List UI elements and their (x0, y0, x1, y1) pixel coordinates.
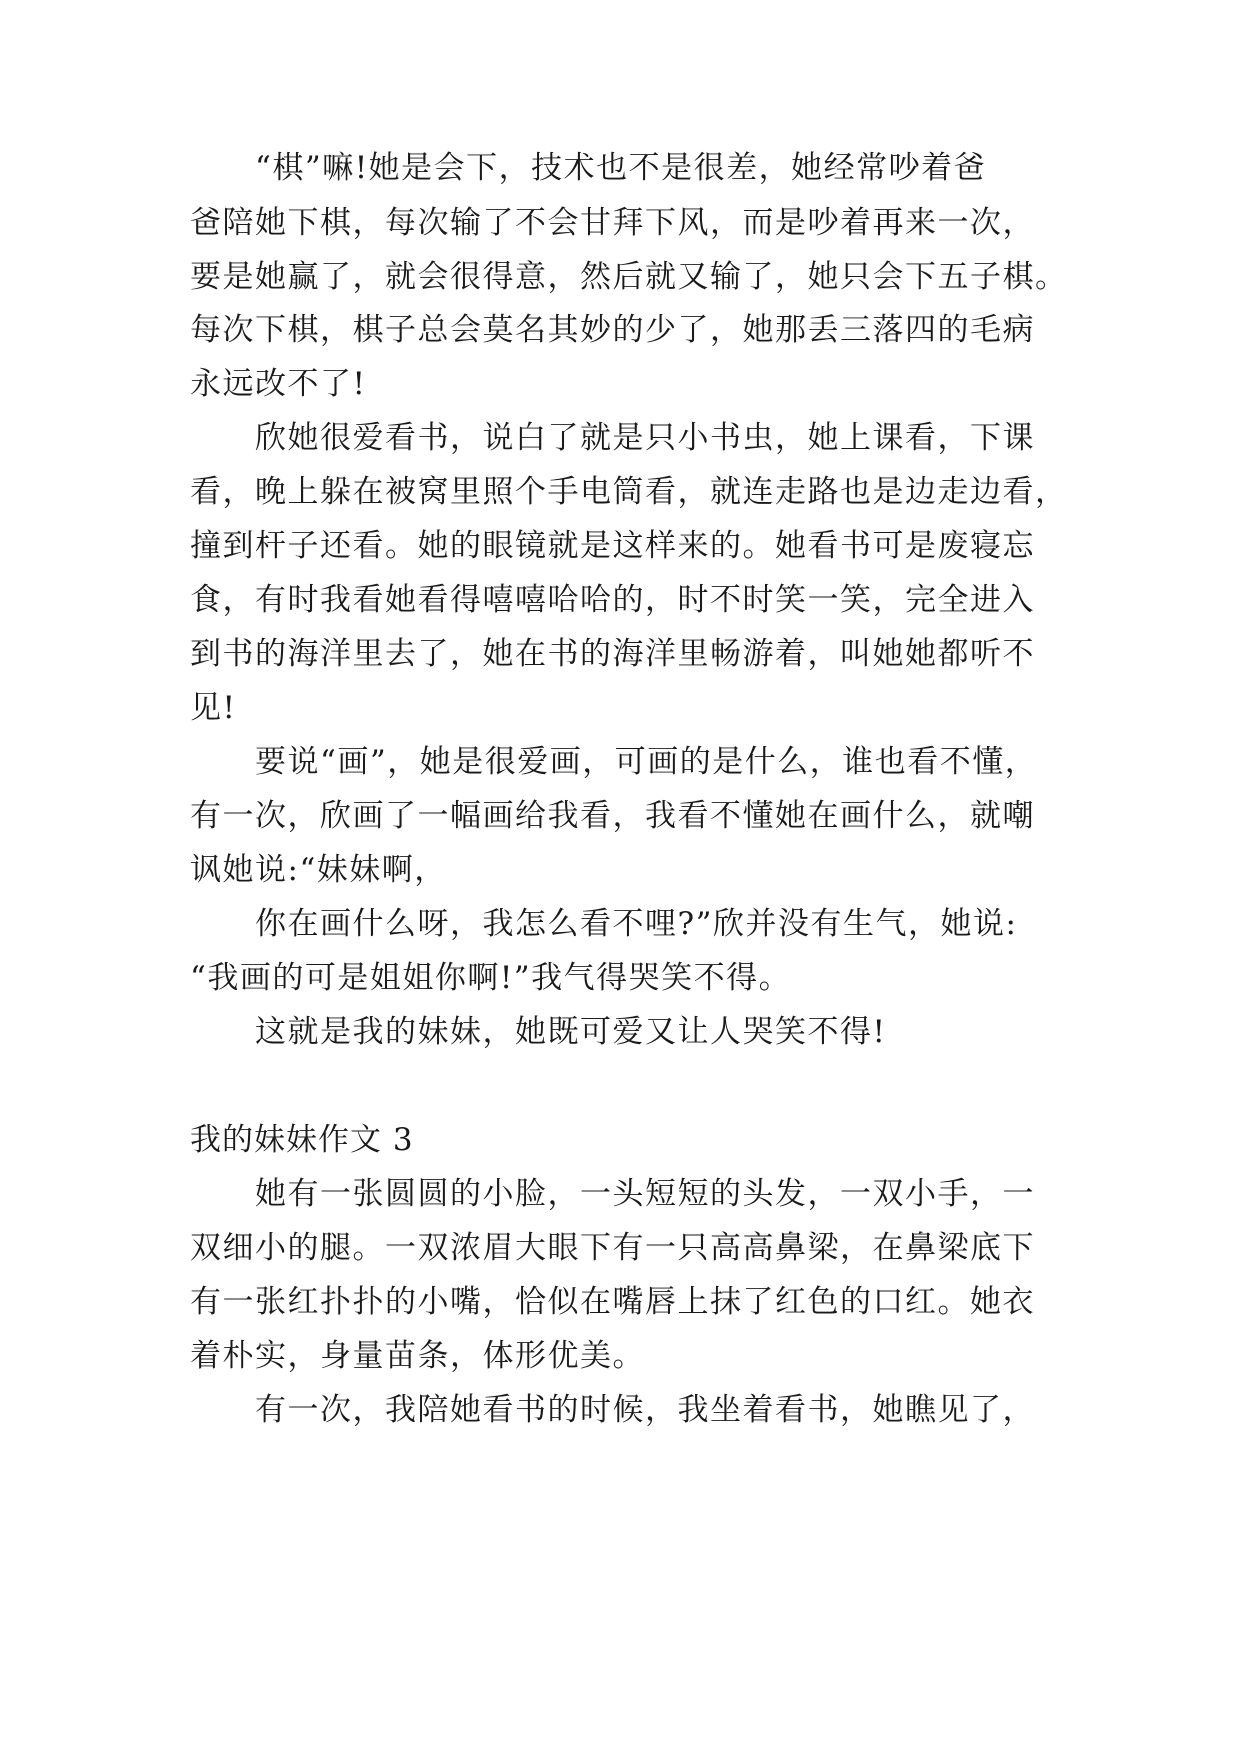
text-line: 双细小的腿。一双浓眉大眼下有一只高高鼻梁，在鼻梁底下 (190, 1230, 1035, 1266)
text-line: 见! (190, 690, 237, 726)
text-line: 爸陪她下棋，每次输了不会甘拜下风，而是吵着再来一次， (190, 205, 1035, 241)
text-line: 要说“画”，她是很爱画，可画的是什么，谁也看不懂， (255, 744, 1038, 780)
text-line: 永远改不了! (190, 366, 367, 402)
text-line: 你在画什么呀，我怎么看不哩?”欣并没有生气，她说: (255, 906, 1018, 942)
text-line: 撞到杆子还看。她的眼镜就是这样来的。她看书可是废寝忘 (190, 528, 1035, 564)
text-line: 有一次，欣画了一幅画给我看，我看不懂她在画什么，就嘲 (190, 798, 1035, 834)
section-heading: 我的妹妹作文 3 (190, 1122, 414, 1158)
text-line: 她有一张圆圆的小脸，一头短短的头发，一双小手，一 (255, 1176, 1035, 1212)
text-line: 到书的海洋里去了，她在书的海洋里畅游着，叫她她都听不 (190, 636, 1035, 672)
text-line: 有一张红扑扑的小嘴，恰似在嘴唇上抹了红色的口红。她衣 (190, 1284, 1035, 1320)
text-line: 欣她很爱看书，说白了就是只小书虫，她上课看，下课 (255, 420, 1035, 456)
text-line: 看，晚上躲在被窝里照个手电筒看，就连走路也是边走边看， (190, 474, 1068, 510)
text-line: 要是她赢了，就会很得意，然后就又输了，她只会下五子棋。 (190, 259, 1068, 295)
text-line: 食，有时我看她看得嘻嘻哈哈的，时不时笑一笑，完全进入 (190, 582, 1035, 618)
text-line: 这就是我的妹妹，她既可爱又让人哭笑不得! (255, 1014, 887, 1050)
text-line: 有一次，我陪她看书的时候，我坐着看书，她瞧见了， (255, 1392, 1035, 1428)
text-line: 着朴实，身量苗条，体形优美。 (190, 1338, 645, 1374)
text-line: 讽她说:“妹妹啊， (190, 852, 447, 888)
text-line: “棋”嘛!她是会下，技术也不是很差，她经常吵着爸 (255, 150, 987, 186)
text-line: 每次下棋，棋子总会莫名其妙的少了，她那丢三落四的毛病 (190, 312, 1035, 348)
text-line: “我画的可是姐姐你啊!”我气得哭笑不得。 (190, 960, 792, 996)
